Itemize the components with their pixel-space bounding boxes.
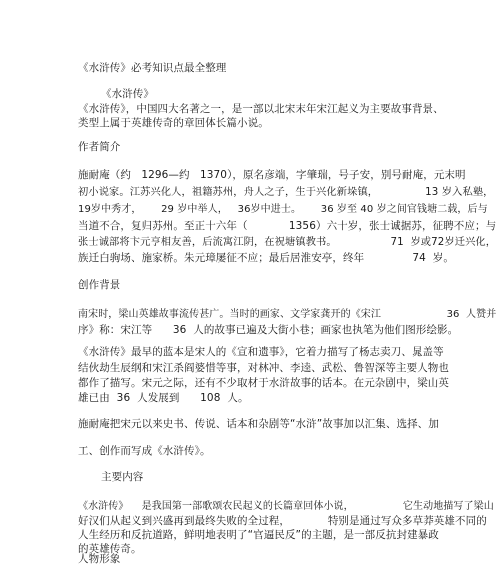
content-line-2: 好汉们从起义到兴盛再到最终失败的全过程， 特别是通过写众多草莽英雄不同的 (78, 515, 487, 527)
background-line-8: 工、创作而写成《水浒传》。 (78, 445, 211, 457)
background-line-2: 序》称：宋江等 36 人的故事已遍及大街小巷；画家也执笔为他们图形绘影。 (78, 324, 459, 336)
document-title: 《水浒传》必考知识点最全整理 (78, 62, 227, 74)
intro-line-2: 类型上属于英雄传奇的章回体长篇小说。 (78, 117, 269, 129)
characters-heading: 人物形象 (78, 553, 121, 565)
background-line-4: 结伙劫生辰纲和宋江杀阎婆惜等事，对林冲、李逵、武松、鲁智深等主要人物也 (78, 362, 449, 374)
content-line-4: 的英雄传奇。 (78, 543, 142, 555)
content-line-3: 人生经历和反抗道路，鲜明地表明了“官逼民反”的主题，是一部反抗封建暴政 (78, 529, 439, 541)
content-heading: 主要内容 (101, 471, 144, 483)
background-line-6: 雄已由 36 人发展到 108 人。 (78, 392, 249, 404)
background-line-7: 施耐庵把宋元以来史书、传说、话本和杂剧等“水浒”故事加以汇集、选择、加 (78, 418, 439, 430)
background-line-1: 南宋时，梁山英雄故事流传甚广。当时的画家、文学家龚开的《宋江 36 人赞并 (78, 309, 497, 320)
content-line-1: 《水浒传》 是我国第一部歌颂农民起义的长篇章回体小说， 它生动地描写了梁山 (78, 501, 494, 512)
author-line-6: 族迁白驹场、施家桥。朱元璋屡征不应；最后居淮安亭，终年 74 岁。 (78, 252, 454, 264)
intro-line-1: 《水浒传》，中国四大名著之一，是一部以北宋末年宋江起义为主要故事背景、 (78, 103, 444, 115)
background-heading: 创作背景 (78, 279, 121, 291)
author-heading: 作者简介 (78, 141, 121, 153)
author-line-2: 初小说家。江苏兴化人，祖籍苏州，舟人之子，生于兴化新垛镇， 13 岁入私塾， (78, 186, 494, 198)
background-line-5: 都作了描写。宋元之际，还有不少取材于水浒故事的话本。在元杂剧中，梁山英 (78, 377, 449, 389)
background-line-3: 《水浒传》最早的蓝本是宋人的《宣和遗事》，它着力描写了杨志卖刀、晁盖等 (78, 346, 444, 358)
author-line-3: 19岁中秀才， 29 岁中举人， 36岁中进士。 36 岁至 40 岁之间官钱塘二载，后与 (78, 204, 488, 215)
author-line-4: 当道不合，复归苏州。至正十六年（ 1356）六十岁，张士诚据苏，征聘不应；与 (78, 220, 497, 232)
book-heading: 《水浒传》 (101, 88, 154, 100)
author-line-1: 施耐庵（约 1296—约 1370），原名彦端，字肇瑞，号子安，别号耐庵，元末明 (78, 169, 466, 181)
author-line-5: 张士诚部将卞元亨相友善，后流寓江阴，在祝塘镇教书。 71 岁或72岁迁兴化， (78, 236, 497, 248)
